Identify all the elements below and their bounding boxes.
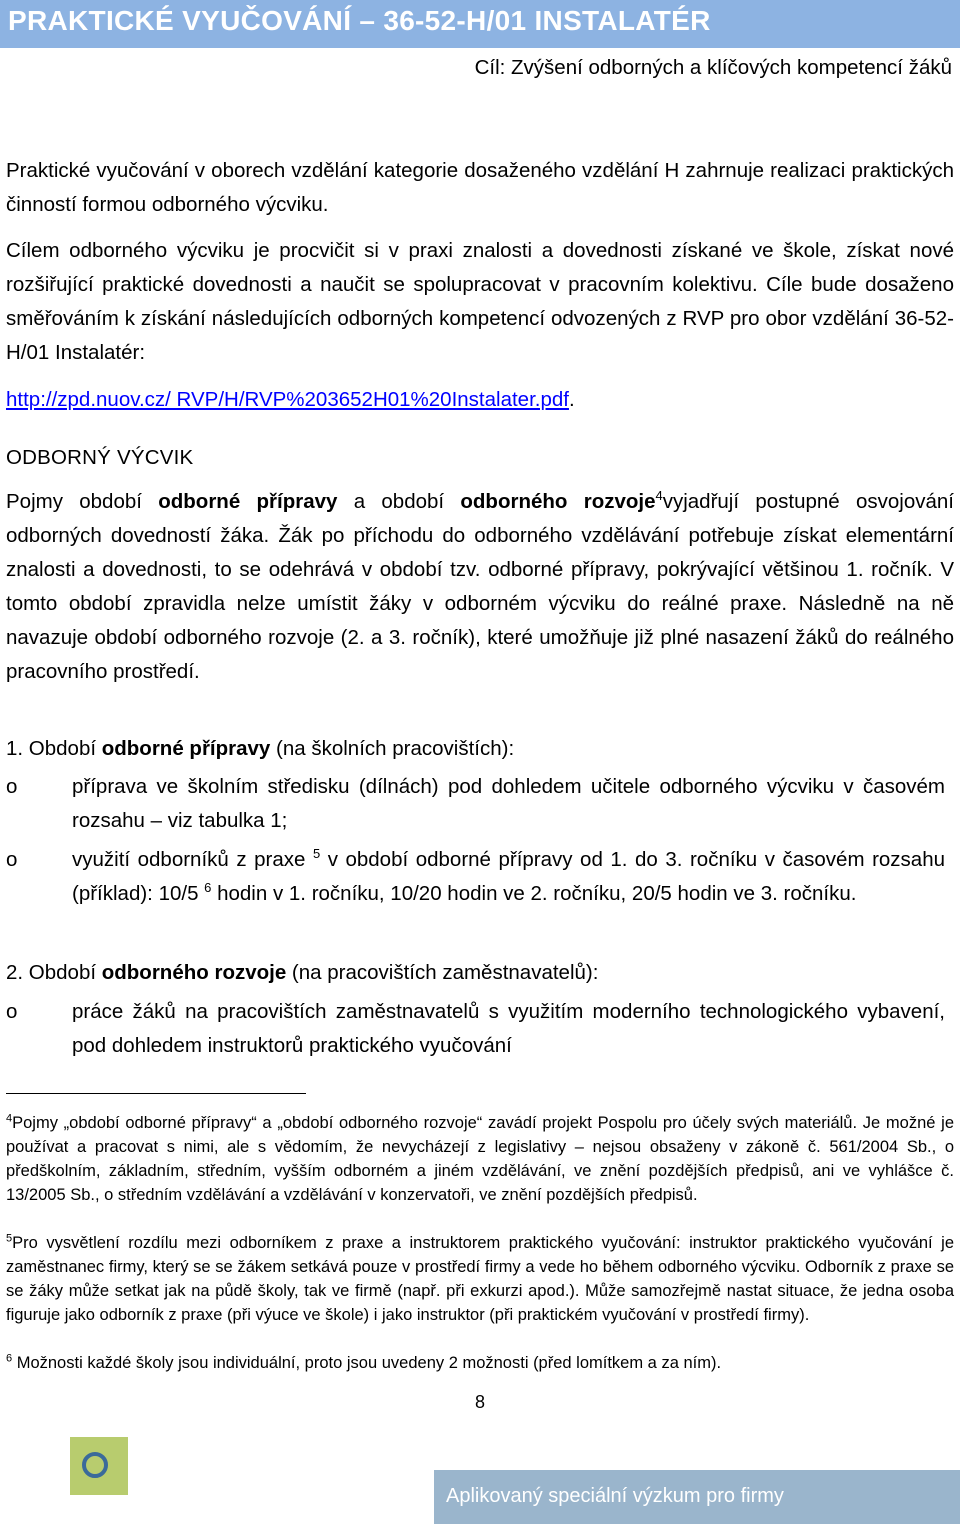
page-subtitle: Cíl: Zvýšení odborných a klíčových kompetencí žáků — [474, 56, 952, 79]
bullet-marker: o — [6, 1000, 18, 1023]
period2-item-1: práce žáků na pracovištích zaměstnavatelů s využitím moderního technologického vybavení, pod dohledem instruktorů praktického vyučování — [72, 1000, 945, 1057]
footnote-divider — [6, 1093, 306, 1094]
footnote-6-text: Možnosti každé školy jsou individuální, proto jsou uvedeny 2 možnosti (před lomítkem a za ním). — [12, 1354, 722, 1372]
period1-prefix: 1. Období — [6, 737, 102, 760]
period2-suffix: (na pracovištích zaměstnavatelů): — [286, 961, 599, 984]
section-paragraph — [6, 485, 954, 689]
rvp-link[interactable]: http://zpd.nuov.cz/ RVP/H/RVP%203652H01%20Instalater.pdf — [6, 388, 569, 411]
footnote-5-number: 5 — [6, 1232, 13, 1245]
period1-suffix: (na školních pracovištích): — [270, 737, 515, 760]
period1-bold: odborné přípravy — [101, 737, 271, 760]
footnote-4-number: 4 — [6, 1112, 13, 1125]
footnote-5 — [6, 1231, 954, 1327]
footnote-5-text: Pro vysvětlení rozdílu mezi odborníkem z praxe a instruktorem praktického vyučování: instruktor praktického vyučování je zaměstnanec firmy, který se se žákem setkává pouze v prostředí firmy a vede ho během odborného výcviku. Odborník z praxe se se žáky může setkat jak na půdě školy, tak ve firmě (např. při exkurzi apod.). Může samozřejmě nastat situace, že jedna osoba figuruje jako odborník z praxe (při výuce ve škole) i jako instruktor (při praktickém vyučování v prostředí firmy). — [6, 1234, 954, 1324]
period2-prefix: 2. Období — [6, 961, 102, 984]
page-title: PRAKTICKÉ VYUČOVÁNÍ – 36-52-H/01 INSTALATÉR — [8, 5, 711, 36]
section-text-b: a období — [337, 490, 461, 513]
period1-item2-b: v období odborné přípravy od 1. do 3. ročníku v časovém rozsahu (příklad): 10/5 — [72, 848, 945, 905]
link-tail: . — [568, 388, 575, 411]
period1-item2-c: hodin v 1. ročníku, 10/20 hodin ve 2. ročníku, 20/5 hodin ve 3. ročníku. — [211, 882, 857, 905]
footnote-6-number: 6 — [6, 1352, 13, 1365]
footnote-6 — [6, 1351, 954, 1375]
bullet-marker: o — [6, 775, 18, 798]
period2-bold: odborného rozvoje — [101, 961, 287, 984]
footnote-ref-5[interactable]: 5 — [312, 846, 321, 862]
section-text-c: vyjadřují postupné osvojování odborných dovedností žáka. Žák po příchodu do odborného vzdělávání potřebuje získat elementární znalosti a dovednosti, to se odehrává v období tzv. odborné přípravy, pokrývající většinou 1. ročník. V tomto období zpravidla nelze umístit žáky v odborném výcviku do reálné praxe. Následně na ně navazuje období odborného rozvoje (2. a 3. ročník), které umožňuje již plné nasazení žáků do reálného pracovního prostředí. — [6, 490, 954, 683]
footnote-ref-6[interactable]: 6 — [204, 880, 212, 896]
section-bold-2: odborného rozvoje — [460, 490, 656, 513]
period1-item-2 — [72, 843, 945, 911]
bullet-marker: o — [6, 848, 18, 871]
page-number: 8 — [474, 1392, 485, 1412]
footnote-4 — [6, 1111, 954, 1207]
section-heading: ODBORNÝ VÝCVIK — [6, 446, 194, 469]
footnote-ref-4[interactable]: 4 — [655, 488, 663, 504]
intro-paragraph-2: Cílem odborného výcviku je procvičit si v praxi znalosti a dovednosti získané ve škole, získat nové rozšiřující praktické dovednosti a naučit se spolupracovat v pracovním kolektivu. Cíle bude dosaženo směřováním k získání následujících odborných kompetencí odvozených z RVP pro obor vzdělání 36-52-H/01 Instalatér: — [6, 239, 954, 364]
period1-item-1: příprava ve školním středisku (dílnách) pod dohledem učitele odborného výcviku v časovém rozsahu – viz tabulka 1; — [72, 775, 945, 832]
rvp-link-line — [6, 383, 954, 417]
intro-paragraph-1: Praktické vyučování v oborech vzdělání kategorie dosaženého vzdělání H zahrnuje realizaci praktických činností formou odborného výcviku. — [6, 159, 954, 216]
section-bold-1: odborné přípravy — [158, 490, 338, 513]
logo-ring-icon — [82, 1452, 108, 1478]
period1-heading — [6, 732, 954, 766]
period1-item2-a: využití odborníků z praxe — [72, 848, 313, 871]
footer-text: Aplikovaný speciální výzkum pro firmy — [446, 1485, 784, 1507]
period2-heading — [6, 956, 954, 990]
section-text-a: Pojmy období — [6, 490, 159, 513]
footnote-4-text: Pojmy „období odborné přípravy“ a „období odborného rozvoje“ zavádí projekt Pospolu pro účely svých materiálů. Je možné je používat a pracovat s nimi, ale s vědomím, že nevycházejí z legislativy – nejsou obsaženy v zákoně č. 561/2004 Sb., o předškolním, základním, středním, vyšším odborném a jiném vzdělávání, ve znění pozdějších předpisů, ani ve vyhlášce č. 13/2005 Sb., o středním vzdělávání a vzdělávání v konzervatoři, ve znění pozdějších předpisů. — [6, 1114, 954, 1204]
